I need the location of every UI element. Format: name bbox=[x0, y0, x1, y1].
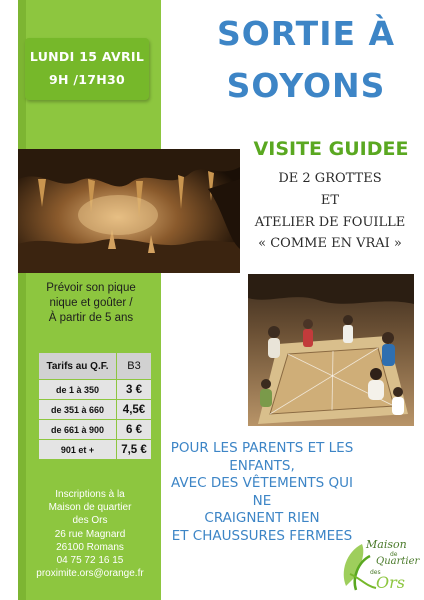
desc-line: DE 2 GROTTES bbox=[278, 171, 382, 186]
cave-photo bbox=[18, 149, 240, 273]
note-line: À partir de 5 ans bbox=[48, 312, 134, 324]
table-row bbox=[39, 380, 151, 399]
desc-line: ATELIER DE FOUILLE bbox=[254, 215, 406, 230]
header-code: B3 bbox=[117, 353, 151, 379]
audience-text bbox=[164, 440, 360, 545]
price-table-header bbox=[39, 353, 151, 379]
note-line: Prévoir son pique bbox=[46, 282, 136, 294]
table-row bbox=[39, 400, 151, 419]
logo-word-ors: Ors bbox=[376, 573, 405, 592]
desc-line: ET bbox=[320, 193, 340, 208]
table-row bbox=[39, 440, 151, 459]
contact-line: des Ors bbox=[72, 515, 108, 527]
qf-range: 901 et + bbox=[39, 440, 116, 459]
price: 7,5 € bbox=[117, 440, 151, 459]
contact-line: 26100 Romans bbox=[56, 541, 124, 553]
maison-de-quartier-logo bbox=[336, 534, 420, 592]
audience-line: POUR LES PARENTS ET LES bbox=[170, 440, 354, 456]
note-line: nique et goûter / bbox=[49, 297, 133, 309]
header-qf-label: Tarifs au Q.F. bbox=[39, 353, 116, 379]
logo-word-quartier: Quartier bbox=[376, 556, 420, 567]
excavation-photo bbox=[248, 274, 414, 426]
desc-line: « COMME EN VRAI » bbox=[258, 236, 402, 251]
title-line-2: SOYONS bbox=[226, 66, 386, 105]
audience-line: ET CHAUSSURES FERMEES bbox=[171, 527, 353, 544]
title-line-1: SORTIE À bbox=[216, 14, 396, 53]
price-table bbox=[38, 352, 152, 460]
event-date: LUNDI 15 AVRIL bbox=[29, 49, 145, 64]
price: 4,5€ bbox=[117, 400, 151, 419]
audience-line: CRAIGNENT RIEN bbox=[204, 510, 320, 526]
logo-word-maison: Maison bbox=[366, 538, 407, 551]
contact-line: 26 rue Magnard bbox=[54, 528, 126, 540]
date-box bbox=[25, 38, 149, 100]
contact-email: proximite.ors@orange.fr bbox=[36, 568, 144, 580]
price: 3 € bbox=[117, 380, 151, 399]
subtitle: VISITE GUIDEE bbox=[253, 138, 409, 160]
qf-range: de 351 à 660 bbox=[39, 400, 116, 419]
qf-range: de 661 à 900 bbox=[39, 420, 116, 439]
logo-word-des: des bbox=[370, 569, 381, 576]
contact-info bbox=[22, 488, 158, 580]
audience-line: AVEC DES VÊTEMENTS QUI NE bbox=[170, 475, 354, 509]
table-row bbox=[39, 420, 151, 439]
logo-graphic bbox=[336, 534, 420, 592]
picnic-note bbox=[30, 281, 152, 326]
qf-range: de 1 à 350 bbox=[39, 380, 116, 399]
logo-word-de: de bbox=[390, 551, 398, 558]
contact-line: Maison de quartier bbox=[48, 502, 132, 514]
audience-line: ENFANTS, bbox=[229, 457, 295, 474]
contact-line: 04 75 72 16 15 bbox=[56, 555, 124, 567]
event-hours: 9H /17H30 bbox=[48, 72, 126, 87]
contact-line: Inscriptions à la bbox=[55, 489, 125, 500]
price: 6 € bbox=[117, 420, 151, 439]
